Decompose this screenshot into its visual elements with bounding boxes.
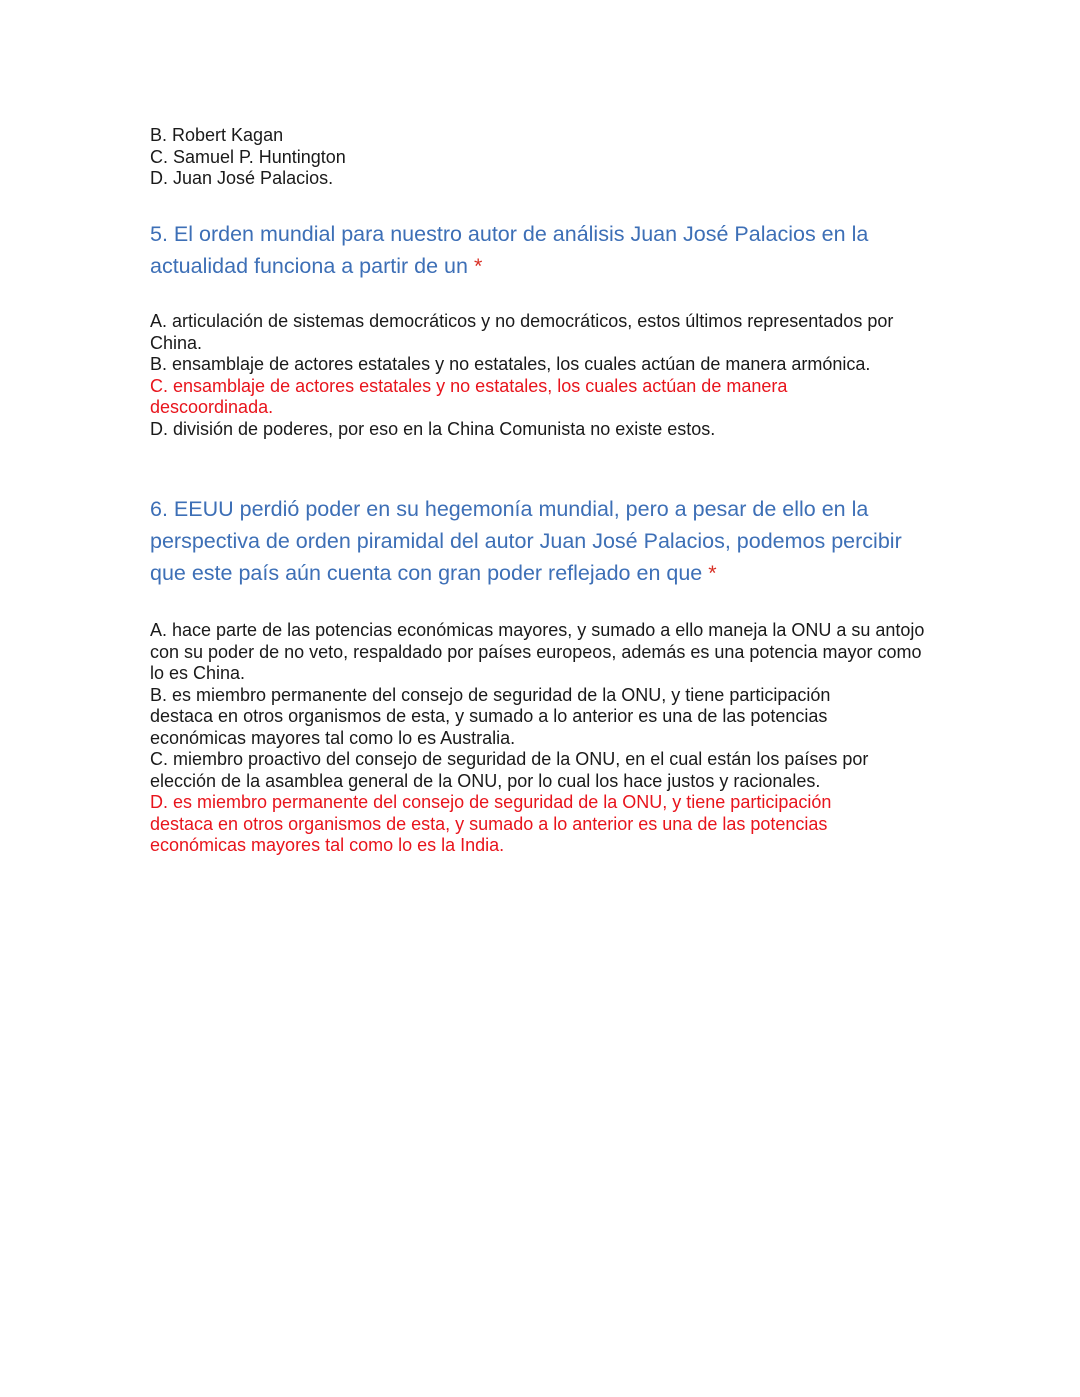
option-d: D. Juan José Palacios. [150, 168, 334, 188]
question-6 [150, 493, 920, 589]
q6-option-c: C. miembro proactivo del consejo de seguridad de la ONU, en el cual están los países por elección de la asamblea general de la ONU, por lo cual los hace justos y racionales. [150, 749, 869, 791]
question-6-title [150, 493, 920, 589]
question-5-text: 5. El orden mundial para nuestro autor de análisis Juan José Palacios en la actualidad funciona a partir de un [150, 222, 869, 278]
required-asterisk: * [708, 561, 717, 585]
q5-option-d: D. división de poderes, por eso en la China Comunista no existe estos. [150, 418, 716, 439]
q5-option-a: A. articulación de sistemas democráticos y no democráticos, estos últimos representados por China. [150, 311, 894, 353]
option-b: B. Robert Kagan [150, 125, 284, 145]
question-6-text: 6. EEUU perdió poder en su hegemonía mundial, pero a pesar de ello en la perspectiva de orden piramidal del autor Juan José Palacios, podemos percibir que este país aún cuenta con gran poder reflejado en que [150, 497, 902, 585]
q5-option-b: B. ensamblaje de actores estatales y no estatales, los cuales actúan de manera armónica. [150, 354, 871, 374]
q6-option-b: B. es miembro permanente del consejo de seguridad de la ONU, y tiene participación destaca en otros organismos de esta, y sumado a lo anterior es una de las potencias económicas mayores tal como lo es Australia. [150, 684, 831, 748]
required-asterisk: * [473, 254, 483, 278]
question-4-options [150, 125, 940, 190]
question-5-options [150, 311, 925, 440]
q6-option-d-correct: D. es miembro permanente del consejo de seguridad de la ONU, y tiene participación destaca en otros organismos de esta, y sumado a lo anterior es una de las potencias económicas mayores tal como lo es la India. [150, 792, 832, 855]
question-5-title [150, 218, 910, 282]
option-c: C. Samuel P. Huntington [150, 146, 346, 167]
q5-option-c-correct: C. ensamblaje de actores estatales y no estatales, los cuales actúan de manera descoordinada. [150, 375, 788, 417]
q6-option-a: A. hace parte de las potencias económicas mayores, y sumado a ello maneja la ONU a su antojo con su poder de no veto, respaldado por países europeos, además es una potencia mayor como lo es China. [150, 620, 925, 683]
question-6-options [150, 620, 925, 857]
question-5 [150, 218, 910, 282]
